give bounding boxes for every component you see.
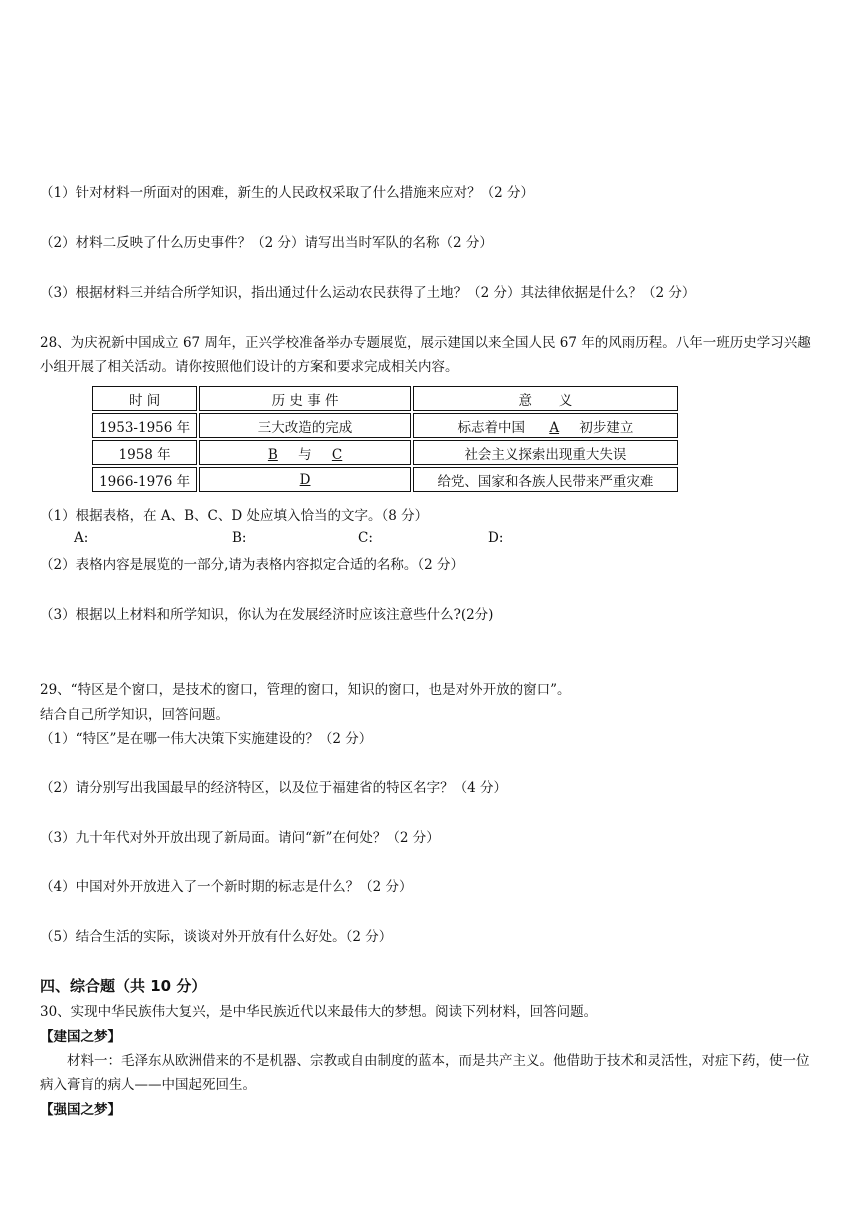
blank-a: A bbox=[549, 419, 560, 436]
q29-intro: 29、“特区是个窗口，是技术的窗口，管理的窗口，知识的窗口，也是对外开放的窗口”。 bbox=[40, 682, 571, 698]
section-title: 四、综合题（共 10 分） bbox=[40, 977, 207, 995]
row2-meaning: 社会主义探索出现重大失误 bbox=[413, 440, 678, 465]
table-row bbox=[92, 467, 678, 492]
row1-meaning bbox=[413, 413, 678, 438]
q27-sub1: （1）针对材料一所面对的困难，新生的人民政权采取了什么措施来应对？（2 分） bbox=[40, 185, 534, 201]
q29-sub4: （4）中国对外开放进入了一个新时期的标志是什么？（2 分） bbox=[40, 879, 413, 895]
row1-meaning-pre: 标志着中国 bbox=[457, 419, 526, 436]
q29-sub1: （1）“特区”是在哪一伟大决策下实施建设的？（2 分） bbox=[40, 731, 373, 747]
answer-label-b: B: bbox=[232, 530, 247, 546]
header-time: 时 间 bbox=[92, 386, 197, 411]
table-row bbox=[92, 413, 678, 438]
dream-heading-1: 【建国之梦】 bbox=[40, 1029, 121, 1045]
answer-label-c: C: bbox=[358, 530, 373, 546]
row1-meaning-post: 初步建立 bbox=[579, 419, 634, 436]
answer-label-a: A: bbox=[74, 530, 89, 546]
row2-time: 1958 年 bbox=[92, 440, 197, 465]
row1-time: 1953-1956 年 bbox=[92, 413, 197, 438]
q28-sub1: （1）根据表格，在 A、B、C、D 处应填入恰当的文字。（8 分） bbox=[40, 508, 429, 524]
answer-label-d: D: bbox=[488, 530, 504, 546]
header-meaning: 意 义 bbox=[413, 386, 678, 411]
q30-intro: 30、实现中华民族伟大复兴，是中华民族近代以来最伟大的梦想。阅读下列材料，回答问题。 bbox=[40, 1004, 598, 1020]
header-event: 历 史 事 件 bbox=[199, 386, 411, 411]
material-1: 材料一：毛泽东从欧洲借来的不是机器、宗教或自由制度的蓝本，而是共产主义。他借助于技术和灵活性，对症下药，使一位病入膏肓的病人——中国起死回生。 bbox=[40, 1053, 810, 1093]
q27-sub3: （3）根据材料三并结合所学知识，指出通过什么运动农民获得了土地？（2 分）其法律依据是什么？（2 分） bbox=[40, 285, 696, 301]
row3-time: 1966-1976 年 bbox=[92, 467, 197, 492]
q28-intro: 28、为庆祝新中国成立 67 周年，正兴学校准备举办专题展览，展示建国以来全国人民 67 年的风雨历程。八年一班历史学习兴趣小组开展了相关活动。请你按照他们设计的方案和要求完成相关内容。 bbox=[40, 335, 811, 375]
q27-sub2: （2）材料二反映了什么历史事件？（2 分）请写出当时军队的名称（2 分） bbox=[40, 235, 493, 251]
row1-event: 三大改造的完成 bbox=[199, 413, 411, 438]
row3-meaning: 给党、国家和各族人民带来严重灾难 bbox=[413, 467, 678, 492]
blank-d: D bbox=[299, 471, 311, 488]
q29-sub3: （3）九十年代对外开放出现了新局面。请问“新”在何处？（2 分） bbox=[40, 830, 440, 846]
table-row bbox=[92, 440, 678, 465]
and-text: 与 bbox=[298, 446, 312, 463]
q29-sub5: （5）结合生活的实际，谈谈对外开放有什么好处。（2 分） bbox=[40, 929, 393, 945]
blank-b: B bbox=[267, 446, 278, 463]
blank-c: C bbox=[331, 446, 343, 463]
row2-event bbox=[199, 440, 411, 465]
history-events-table bbox=[90, 384, 680, 494]
q29-sub2: （2）请分别写出我国最早的经济特区，以及位于福建省的特区名字？（4 分） bbox=[40, 780, 507, 796]
q29-intro2: 结合自己所学知识，回答问题。 bbox=[40, 707, 229, 723]
q28-sub3: （3）根据以上材料和所学知识，你认为在发展经济时应该注意些什么?(2分) bbox=[40, 607, 494, 623]
table-header-row bbox=[92, 386, 678, 411]
dream-heading-2: 【强国之梦】 bbox=[40, 1102, 121, 1118]
q28-sub2: （2）表格内容是展览的一部分,请为表格内容拟定合适的名称。（2 分） bbox=[40, 557, 465, 573]
row3-event bbox=[199, 467, 411, 492]
